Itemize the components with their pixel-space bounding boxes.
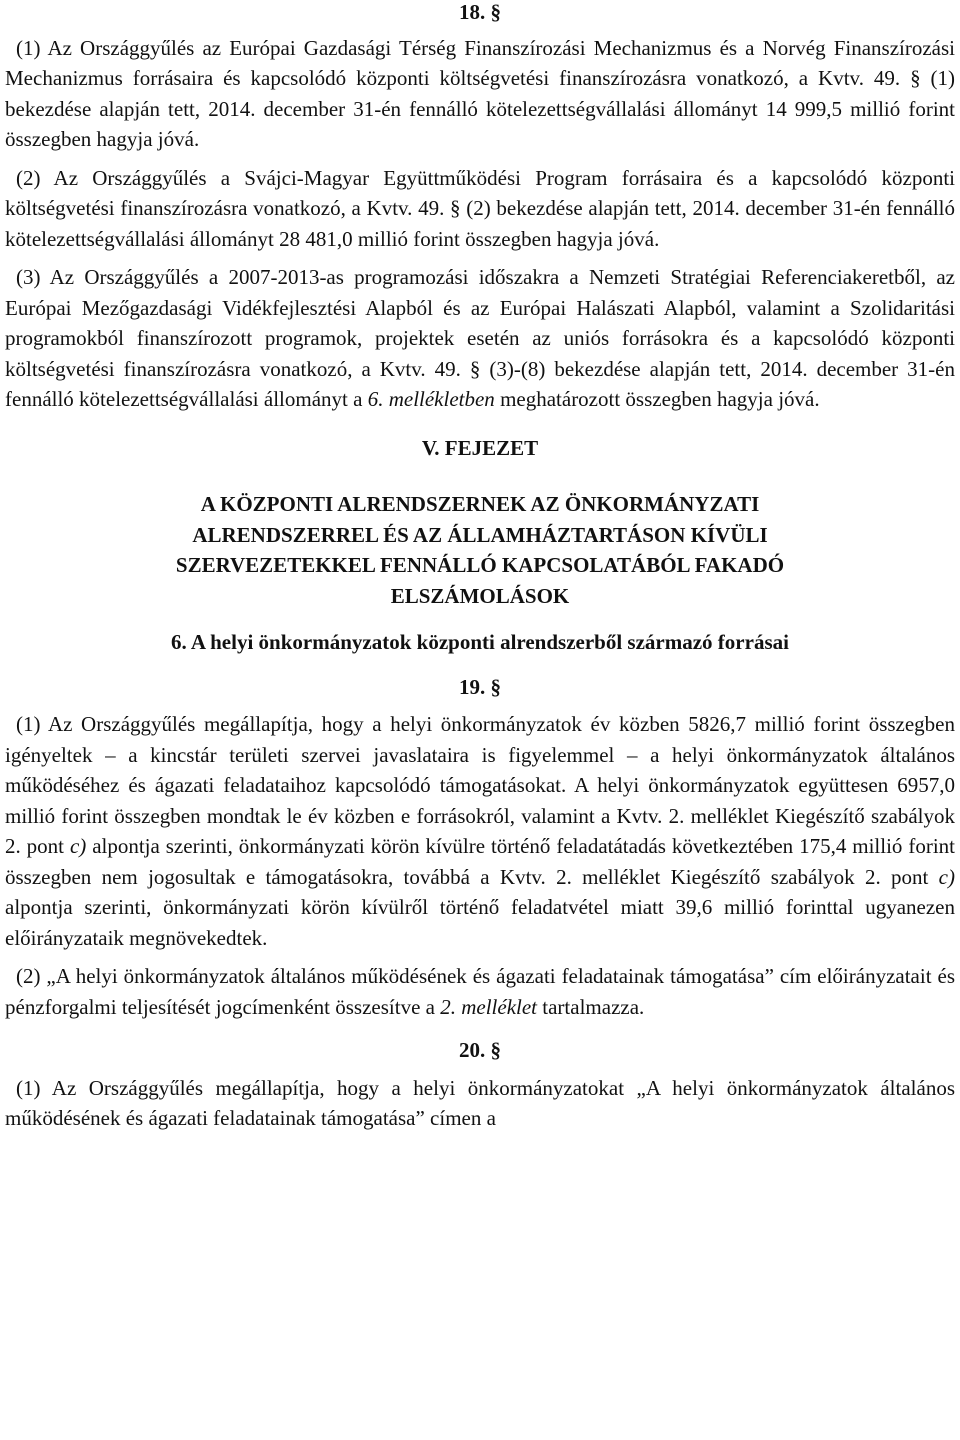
paragraph-20-1: (1) Az Országgyűlés megállapítja, hogy a helyi önkormányzatokat „A helyi önkormányzatok általános működésének és ágazati feladatainak támogatása” címen a: [5, 1075, 955, 1130]
point-reference: c): [69, 834, 87, 858]
chapter-title-line: SZERVEZETEKKEL FENNÁLLÓ KAPCSOLATÁBÓL FAKADÓ: [175, 553, 785, 577]
section-heading-19: 19. §: [459, 674, 501, 699]
annex-reference: 2. melléklet: [440, 994, 538, 1019]
section-heading-20: 20. §: [459, 1038, 501, 1062]
paragraph-19-2: [5, 961, 955, 1022]
paragraph-18-3: [5, 262, 955, 415]
paragraph-text: meghatározott összegben hagyja jóvá.: [494, 387, 820, 411]
paragraph-text: (3) Az Országgyűlés a 2007-2013-as programozási időszakra a Nemzeti Stratégiai Referenciakeretből, az Európai Mezőgazdasági Vidékfejlesztési Alapból és az Európai Halászati Alapból, valamint a Szolidaritási programokból finanszírozott programok, projektek esetén az uniós forrásokra és a kapcsolódó központi költségvetési finanszírozásra vonatkozó, a Kvtv. 49. § (3)-(8) bekezdése alapján tett, 2014. december 31-én fennálló kötelezettségvállalási állományt a: [5, 265, 955, 411]
annex-reference: 6. mellékletben: [367, 387, 495, 411]
section-heading-18: 18. §: [459, 0, 501, 24]
paragraph-text: alpontja szerinti, önkormányzati körön kívülre történő feladatátadás következtében 175,4 millió forint összegben nem jogosultak e támogatásokra, továbbá a Kvtv. 2. melléklet Kiegészítő szabályok 2. pont: [5, 834, 955, 889]
paragraph-18-2: (2) Az Országgyűlés a Svájci-Magyar Együttműködési Program forrásaira és a kapcsolódó központi költségvetési finanszírozásra vonatkozó, a Kvtv. 49. § (2) bekezdése alapján tett, 2014. december 31-én fennálló kötelezettségvállalási állományt 28 481,0 millió forint összegben hagyja jóvá.: [5, 165, 955, 251]
paragraph-19-1: [5, 709, 955, 953]
chapter-number: V. FEJEZET: [421, 435, 539, 460]
paragraph-text: (2) „A helyi önkormányzatok általános működésének és ágazati feladatainak támogatása” cím előirányzatait és pénzforgalmi teljesítését jogcímenként összesítve a: [5, 964, 955, 1019]
paragraph-text: tartalmazza.: [537, 994, 645, 1019]
paragraph-text: (1) Az Országgyűlés megállapítja, hogy a helyi önkormányzatok év közben 5826,7 millió forint összegben igényeltek – a kincstár területi szervei javaslataira is figyelemmel – a helyi önkormányzatok általános működéséhez és ágazati feladataihoz kapcsolódó támogatásokat. A helyi önkormányzatok együttesen 6957,0 millió forint összegben mondtak le év közben e forrásokról, valamint a Kvtv. 2. melléklet Kiegészítő szabályok 2. pont: [5, 712, 955, 858]
chapter-title-line: A KÖZPONTI ALRENDSZERNEK AZ ÖNKORMÁNYZATI: [200, 492, 760, 516]
chapter-title-line: ELSZÁMOLÁSOK: [390, 583, 570, 608]
point-reference: c): [938, 864, 955, 889]
subchapter-title: 6. A helyi önkormányzatok központi alrendszerből származó forrásai: [171, 630, 789, 654]
paragraph-18-1: (1) Az Országgyűlés az Európai Gazdasági Térség Finanszírozási Mechanizmus és a Norvég Finanszírozási Mechanizmus forrásaira és kapcsolódó központi költségvetési finanszírozásra vonatkozó, a Kvtv. 49. § (1) bekezdése alapján tett, 2014. december 31-én fennálló kötelezettségvállalási állományt 14 999,5 millió forint összegben hagyja jóvá.: [5, 35, 955, 151]
chapter-title-line: ALRENDSZERREL ÉS AZ ÁLLAMHÁZTARTÁSON KÍVÜLI: [192, 522, 768, 547]
paragraph-text: alpontja szerinti, önkormányzati körön kívülről történő feladatvétel miatt 39,6 millió forinttal ugyanezen előirányzataik megnövekedtek.: [5, 895, 955, 950]
document-page: [5, 0, 955, 1142]
chapter-title: [5, 489, 955, 611]
